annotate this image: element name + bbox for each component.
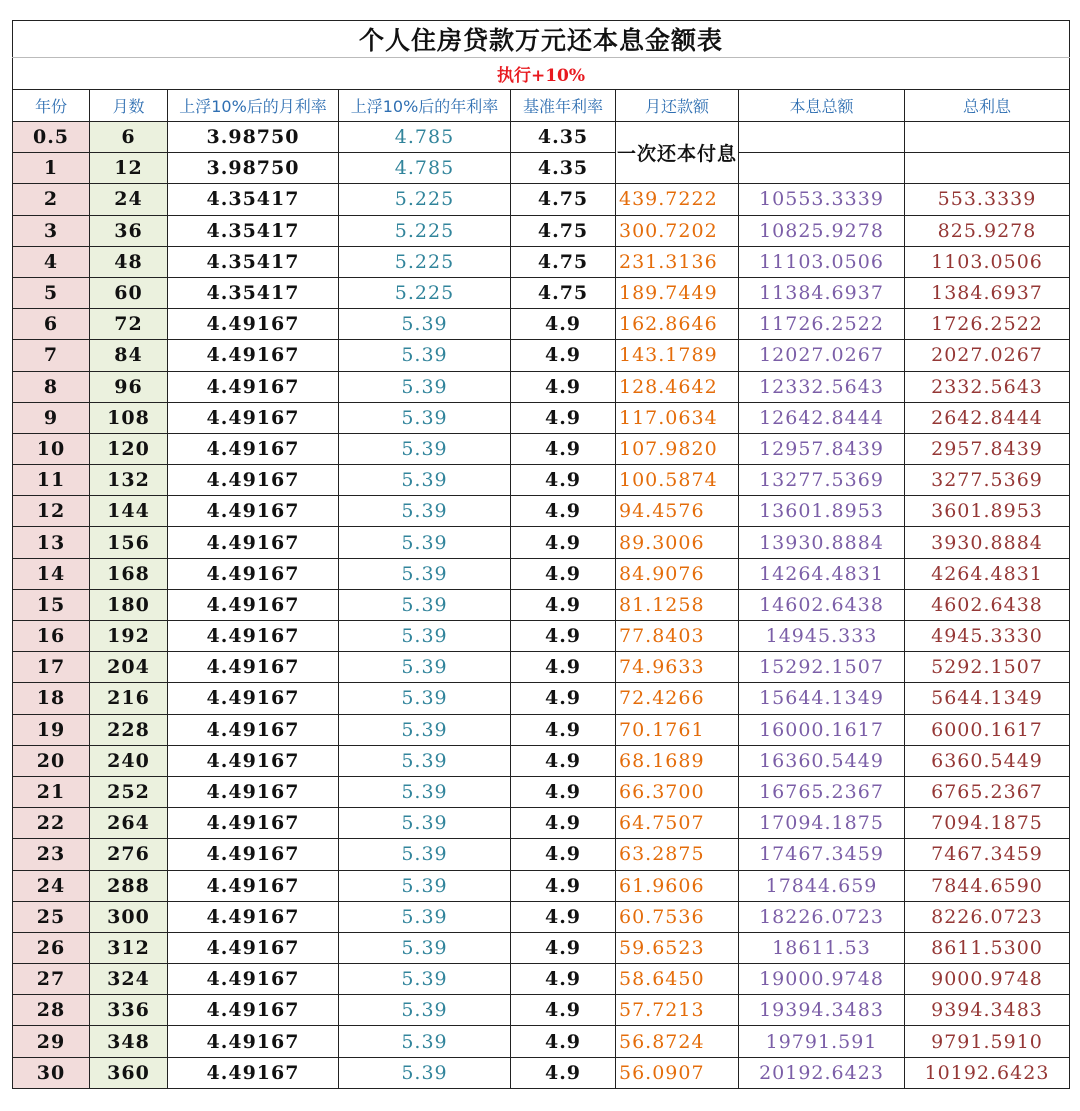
cell-base-rate: 4.9 bbox=[511, 652, 616, 683]
cell-interest: 7467.3459 bbox=[905, 839, 1070, 870]
table-row bbox=[13, 683, 1070, 714]
table-row bbox=[13, 153, 1070, 184]
cell-monthly-payment: 56.0907 bbox=[616, 1057, 739, 1088]
cell-base-rate: 4.75 bbox=[511, 277, 616, 308]
cell-year: 5 bbox=[13, 277, 90, 308]
cell-monthly-payment: 107.9820 bbox=[616, 433, 739, 464]
cell-total: 13930.8884 bbox=[739, 527, 905, 558]
cell-year: 29 bbox=[13, 1026, 90, 1057]
cell-base-rate: 4.9 bbox=[511, 870, 616, 901]
cell-annual-rate: 5.39 bbox=[339, 683, 511, 714]
cell-total: 10825.9278 bbox=[739, 215, 905, 246]
cell-annual-rate: 5.39 bbox=[339, 839, 511, 870]
cell-annual-rate: 5.39 bbox=[339, 870, 511, 901]
cell-year: 30 bbox=[13, 1057, 90, 1088]
cell-total: 15292.1507 bbox=[739, 652, 905, 683]
header-row bbox=[13, 90, 1070, 122]
table-row bbox=[13, 309, 1070, 340]
cell-total: 10553.3339 bbox=[739, 184, 905, 215]
cell-total: 11726.2522 bbox=[739, 309, 905, 340]
cell-monthly-payment: 61.9606 bbox=[616, 870, 739, 901]
cell-base-rate: 4.9 bbox=[511, 340, 616, 371]
cell-annual-rate: 5.39 bbox=[339, 964, 511, 995]
cell-months: 288 bbox=[90, 870, 168, 901]
header-base-rate: 基准年利率 bbox=[511, 90, 616, 122]
cell-monthly-payment: 300.7202 bbox=[616, 215, 739, 246]
cell-months: 336 bbox=[90, 995, 168, 1026]
cell-year: 1 bbox=[13, 153, 90, 184]
cell-months: 12 bbox=[90, 153, 168, 184]
cell-year: 11 bbox=[13, 465, 90, 496]
table-row bbox=[13, 340, 1070, 371]
table-row bbox=[13, 932, 1070, 963]
cell-months: 264 bbox=[90, 808, 168, 839]
cell-monthly-rate: 4.49167 bbox=[168, 433, 339, 464]
cell-base-rate: 4.9 bbox=[511, 901, 616, 932]
cell-interest: 9394.3483 bbox=[905, 995, 1070, 1026]
cell-interest: 1103.0506 bbox=[905, 246, 1070, 277]
header-months: 月数 bbox=[90, 90, 168, 122]
cell-months: 192 bbox=[90, 621, 168, 652]
cell-base-rate: 4.9 bbox=[511, 371, 616, 402]
cell-year: 15 bbox=[13, 589, 90, 620]
table-row bbox=[13, 839, 1070, 870]
cell-total: 14602.6438 bbox=[739, 589, 905, 620]
cell-annual-rate: 5.39 bbox=[339, 714, 511, 745]
cell-annual-rate: 5.225 bbox=[339, 246, 511, 277]
cell-base-rate: 4.9 bbox=[511, 995, 616, 1026]
cell-base-rate: 4.75 bbox=[511, 246, 616, 277]
cell-interest: 3930.8884 bbox=[905, 527, 1070, 558]
cell-total: 17094.1875 bbox=[739, 808, 905, 839]
cell-total: 16000.1617 bbox=[739, 714, 905, 745]
cell-annual-rate: 5.225 bbox=[339, 277, 511, 308]
cell-monthly-rate: 4.49167 bbox=[168, 465, 339, 496]
cell-annual-rate: 5.39 bbox=[339, 808, 511, 839]
table-row bbox=[13, 621, 1070, 652]
cell-base-rate: 4.9 bbox=[511, 932, 616, 963]
cell-year: 19 bbox=[13, 714, 90, 745]
cell-annual-rate: 4.785 bbox=[339, 122, 511, 153]
cell-interest: 1384.6937 bbox=[905, 277, 1070, 308]
table-row bbox=[13, 745, 1070, 776]
cell-months: 324 bbox=[90, 964, 168, 995]
cell-months: 120 bbox=[90, 433, 168, 464]
cell-monthly-rate: 4.49167 bbox=[168, 870, 339, 901]
cell-base-rate: 4.9 bbox=[511, 309, 616, 340]
cell-monthly-payment: 77.8403 bbox=[616, 621, 739, 652]
cell-monthly-rate: 4.49167 bbox=[168, 402, 339, 433]
cell-year: 26 bbox=[13, 932, 90, 963]
cell-total: 12957.8439 bbox=[739, 433, 905, 464]
cell-interest: 8611.5300 bbox=[905, 932, 1070, 963]
cell-months: 132 bbox=[90, 465, 168, 496]
cell-monthly-rate: 4.49167 bbox=[168, 496, 339, 527]
cell-monthly-payment: 94.4576 bbox=[616, 496, 739, 527]
cell-year: 10 bbox=[13, 433, 90, 464]
cell-monthly-rate: 4.49167 bbox=[168, 839, 339, 870]
cell-total: 11103.0506 bbox=[739, 246, 905, 277]
cell-interest: 5292.1507 bbox=[905, 652, 1070, 683]
cell-months: 300 bbox=[90, 901, 168, 932]
loan-table-container bbox=[12, 20, 1069, 1089]
table-row bbox=[13, 808, 1070, 839]
cell-annual-rate: 5.39 bbox=[339, 1026, 511, 1057]
cell-year: 2 bbox=[13, 184, 90, 215]
cell-months: 72 bbox=[90, 309, 168, 340]
cell-lump-sum-label: 一次还本付息 bbox=[616, 122, 739, 184]
cell-base-rate: 4.9 bbox=[511, 839, 616, 870]
cell-months: 48 bbox=[90, 246, 168, 277]
cell-total: 15644.1349 bbox=[739, 683, 905, 714]
cell-months: 216 bbox=[90, 683, 168, 714]
cell-total: 19000.9748 bbox=[739, 964, 905, 995]
cell-annual-rate: 5.39 bbox=[339, 402, 511, 433]
cell-total: 12642.8444 bbox=[739, 402, 905, 433]
cell-months: 360 bbox=[90, 1057, 168, 1088]
table-row bbox=[13, 496, 1070, 527]
cell-interest: 6765.2367 bbox=[905, 776, 1070, 807]
table-row bbox=[13, 527, 1070, 558]
cell-total: 13601.8953 bbox=[739, 496, 905, 527]
cell-monthly-rate: 4.49167 bbox=[168, 652, 339, 683]
cell-monthly-payment: 162.8646 bbox=[616, 309, 739, 340]
cell-year: 25 bbox=[13, 901, 90, 932]
cell-year: 16 bbox=[13, 621, 90, 652]
table-row bbox=[13, 558, 1070, 589]
cell-months: 84 bbox=[90, 340, 168, 371]
cell-monthly-payment: 84.9076 bbox=[616, 558, 739, 589]
table-row bbox=[13, 371, 1070, 402]
header-monthly-rate: 上浮10%后的月利率 bbox=[168, 90, 339, 122]
cell-interest: 1726.2522 bbox=[905, 309, 1070, 340]
table-row bbox=[13, 122, 1070, 153]
cell-months: 252 bbox=[90, 776, 168, 807]
cell-total: 17467.3459 bbox=[739, 839, 905, 870]
cell-year: 27 bbox=[13, 964, 90, 995]
cell-months: 96 bbox=[90, 371, 168, 402]
cell-monthly-payment: 60.7536 bbox=[616, 901, 739, 932]
cell-annual-rate: 5.39 bbox=[339, 558, 511, 589]
cell-base-rate: 4.9 bbox=[511, 558, 616, 589]
table-row bbox=[13, 652, 1070, 683]
cell-base-rate: 4.9 bbox=[511, 808, 616, 839]
cell-monthly-payment: 231.3136 bbox=[616, 246, 739, 277]
cell-monthly-payment: 74.9633 bbox=[616, 652, 739, 683]
cell-monthly-payment: 439.7222 bbox=[616, 184, 739, 215]
table-row bbox=[13, 465, 1070, 496]
cell-year: 24 bbox=[13, 870, 90, 901]
cell-base-rate: 4.9 bbox=[511, 589, 616, 620]
cell-monthly-rate: 4.49167 bbox=[168, 776, 339, 807]
cell-annual-rate: 5.39 bbox=[339, 465, 511, 496]
cell-monthly-payment: 89.3006 bbox=[616, 527, 739, 558]
cell-total: 14945.333 bbox=[739, 621, 905, 652]
cell-interest: 2332.5643 bbox=[905, 371, 1070, 402]
cell-monthly-rate: 4.49167 bbox=[168, 932, 339, 963]
cell-year: 14 bbox=[13, 558, 90, 589]
cell-year: 4 bbox=[13, 246, 90, 277]
loan-repayment-table bbox=[12, 20, 1070, 1089]
cell-annual-rate: 4.785 bbox=[339, 153, 511, 184]
cell-monthly-payment: 56.8724 bbox=[616, 1026, 739, 1057]
cell-year: 28 bbox=[13, 995, 90, 1026]
cell-monthly-rate: 4.49167 bbox=[168, 340, 339, 371]
cell-monthly-rate: 4.49167 bbox=[168, 621, 339, 652]
cell-annual-rate: 5.39 bbox=[339, 340, 511, 371]
cell-total: 12332.5643 bbox=[739, 371, 905, 402]
cell-monthly-rate: 4.35417 bbox=[168, 184, 339, 215]
cell-months: 276 bbox=[90, 839, 168, 870]
cell-year: 0.5 bbox=[13, 122, 90, 153]
cell-year: 20 bbox=[13, 745, 90, 776]
cell-interest bbox=[905, 153, 1070, 184]
cell-interest: 7844.6590 bbox=[905, 870, 1070, 901]
cell-interest: 8226.0723 bbox=[905, 901, 1070, 932]
cell-base-rate: 4.9 bbox=[511, 776, 616, 807]
cell-total: 11384.6937 bbox=[739, 277, 905, 308]
cell-monthly-rate: 4.35417 bbox=[168, 277, 339, 308]
cell-base-rate: 4.9 bbox=[511, 496, 616, 527]
cell-monthly-payment: 57.7213 bbox=[616, 995, 739, 1026]
cell-total bbox=[739, 122, 905, 153]
cell-months: 204 bbox=[90, 652, 168, 683]
cell-annual-rate: 5.39 bbox=[339, 745, 511, 776]
cell-base-rate: 4.9 bbox=[511, 433, 616, 464]
cell-interest: 6360.5449 bbox=[905, 745, 1070, 776]
cell-base-rate: 4.9 bbox=[511, 1026, 616, 1057]
cell-months: 24 bbox=[90, 184, 168, 215]
cell-monthly-payment: 72.4266 bbox=[616, 683, 739, 714]
cell-monthly-payment: 189.7449 bbox=[616, 277, 739, 308]
table-row bbox=[13, 277, 1070, 308]
cell-base-rate: 4.9 bbox=[511, 1057, 616, 1088]
cell-interest: 4945.3330 bbox=[905, 621, 1070, 652]
cell-monthly-rate: 4.49167 bbox=[168, 371, 339, 402]
cell-annual-rate: 5.225 bbox=[339, 184, 511, 215]
cell-interest: 10192.6423 bbox=[905, 1057, 1070, 1088]
cell-year: 13 bbox=[13, 527, 90, 558]
cell-year: 18 bbox=[13, 683, 90, 714]
cell-annual-rate: 5.39 bbox=[339, 527, 511, 558]
cell-interest: 2957.8439 bbox=[905, 433, 1070, 464]
cell-year: 9 bbox=[13, 402, 90, 433]
cell-year: 22 bbox=[13, 808, 90, 839]
cell-total bbox=[739, 153, 905, 184]
table-row bbox=[13, 964, 1070, 995]
cell-base-rate: 4.9 bbox=[511, 714, 616, 745]
table-row bbox=[13, 901, 1070, 932]
cell-annual-rate: 5.39 bbox=[339, 309, 511, 340]
table-row bbox=[13, 589, 1070, 620]
cell-monthly-rate: 4.49167 bbox=[168, 683, 339, 714]
cell-interest: 4264.4831 bbox=[905, 558, 1070, 589]
cell-months: 228 bbox=[90, 714, 168, 745]
cell-monthly-rate: 4.49167 bbox=[168, 527, 339, 558]
cell-months: 312 bbox=[90, 932, 168, 963]
cell-total: 18611.53 bbox=[739, 932, 905, 963]
cell-annual-rate: 5.225 bbox=[339, 215, 511, 246]
cell-interest: 6000.1617 bbox=[905, 714, 1070, 745]
cell-total: 19791.591 bbox=[739, 1026, 905, 1057]
cell-interest: 553.3339 bbox=[905, 184, 1070, 215]
cell-months: 60 bbox=[90, 277, 168, 308]
cell-monthly-rate: 4.49167 bbox=[168, 901, 339, 932]
cell-base-rate: 4.9 bbox=[511, 402, 616, 433]
cell-monthly-payment: 66.3700 bbox=[616, 776, 739, 807]
cell-months: 36 bbox=[90, 215, 168, 246]
cell-months: 6 bbox=[90, 122, 168, 153]
cell-year: 12 bbox=[13, 496, 90, 527]
cell-interest: 2642.8444 bbox=[905, 402, 1070, 433]
cell-interest: 4602.6438 bbox=[905, 589, 1070, 620]
table-title: 个人住房贷款万元还本息金额表 bbox=[13, 21, 1070, 58]
cell-monthly-payment: 100.5874 bbox=[616, 465, 739, 496]
cell-monthly-rate: 4.49167 bbox=[168, 745, 339, 776]
cell-monthly-rate: 4.49167 bbox=[168, 808, 339, 839]
cell-months: 168 bbox=[90, 558, 168, 589]
cell-annual-rate: 5.39 bbox=[339, 371, 511, 402]
cell-interest: 825.9278 bbox=[905, 215, 1070, 246]
cell-monthly-payment: 58.6450 bbox=[616, 964, 739, 995]
table-body bbox=[13, 122, 1070, 1089]
cell-interest bbox=[905, 122, 1070, 153]
cell-monthly-payment: 143.1789 bbox=[616, 340, 739, 371]
cell-total: 14264.4831 bbox=[739, 558, 905, 589]
table-row bbox=[13, 433, 1070, 464]
cell-monthly-payment: 63.2875 bbox=[616, 839, 739, 870]
cell-total: 20192.6423 bbox=[739, 1057, 905, 1088]
cell-months: 348 bbox=[90, 1026, 168, 1057]
cell-monthly-rate: 4.49167 bbox=[168, 309, 339, 340]
cell-annual-rate: 5.39 bbox=[339, 621, 511, 652]
cell-monthly-rate: 4.49167 bbox=[168, 995, 339, 1026]
cell-months: 180 bbox=[90, 589, 168, 620]
cell-monthly-payment: 68.1689 bbox=[616, 745, 739, 776]
cell-base-rate: 4.9 bbox=[511, 621, 616, 652]
cell-base-rate: 4.75 bbox=[511, 184, 616, 215]
cell-monthly-payment: 81.1258 bbox=[616, 589, 739, 620]
cell-year: 7 bbox=[13, 340, 90, 371]
cell-monthly-payment: 70.1761 bbox=[616, 714, 739, 745]
cell-months: 156 bbox=[90, 527, 168, 558]
cell-monthly-rate: 4.49167 bbox=[168, 964, 339, 995]
cell-year: 23 bbox=[13, 839, 90, 870]
cell-year: 21 bbox=[13, 776, 90, 807]
cell-base-rate: 4.9 bbox=[511, 964, 616, 995]
cell-total: 16360.5449 bbox=[739, 745, 905, 776]
cell-monthly-rate: 4.49167 bbox=[168, 558, 339, 589]
table-row bbox=[13, 402, 1070, 433]
cell-monthly-payment: 117.0634 bbox=[616, 402, 739, 433]
cell-year: 17 bbox=[13, 652, 90, 683]
cell-monthly-payment: 128.4642 bbox=[616, 371, 739, 402]
table-row bbox=[13, 776, 1070, 807]
cell-year: 8 bbox=[13, 371, 90, 402]
cell-monthly-rate: 4.49167 bbox=[168, 589, 339, 620]
cell-annual-rate: 5.39 bbox=[339, 496, 511, 527]
table-row bbox=[13, 995, 1070, 1026]
table-subtitle: 执行+10% bbox=[13, 58, 1070, 90]
cell-base-rate: 4.9 bbox=[511, 527, 616, 558]
table-row bbox=[13, 215, 1070, 246]
header-total: 本息总额 bbox=[739, 90, 905, 122]
cell-interest: 2027.0267 bbox=[905, 340, 1070, 371]
cell-annual-rate: 5.39 bbox=[339, 901, 511, 932]
cell-monthly-rate: 4.49167 bbox=[168, 1026, 339, 1057]
table-row bbox=[13, 1026, 1070, 1057]
cell-annual-rate: 5.39 bbox=[339, 776, 511, 807]
cell-total: 13277.5369 bbox=[739, 465, 905, 496]
cell-base-rate: 4.9 bbox=[511, 683, 616, 714]
cell-monthly-rate: 4.35417 bbox=[168, 246, 339, 277]
cell-total: 17844.659 bbox=[739, 870, 905, 901]
cell-interest: 3277.5369 bbox=[905, 465, 1070, 496]
cell-monthly-rate: 3.98750 bbox=[168, 153, 339, 184]
cell-year: 3 bbox=[13, 215, 90, 246]
cell-monthly-rate: 3.98750 bbox=[168, 122, 339, 153]
cell-annual-rate: 5.39 bbox=[339, 652, 511, 683]
cell-year: 6 bbox=[13, 309, 90, 340]
header-monthly-payment: 月还款额 bbox=[616, 90, 739, 122]
cell-interest: 5644.1349 bbox=[905, 683, 1070, 714]
cell-interest: 7094.1875 bbox=[905, 808, 1070, 839]
cell-interest: 3601.8953 bbox=[905, 496, 1070, 527]
header-year: 年份 bbox=[13, 90, 90, 122]
cell-monthly-payment: 59.6523 bbox=[616, 932, 739, 963]
cell-monthly-rate: 4.35417 bbox=[168, 215, 339, 246]
cell-monthly-payment: 64.7507 bbox=[616, 808, 739, 839]
cell-annual-rate: 5.39 bbox=[339, 932, 511, 963]
cell-annual-rate: 5.39 bbox=[339, 433, 511, 464]
cell-months: 108 bbox=[90, 402, 168, 433]
cell-annual-rate: 5.39 bbox=[339, 589, 511, 620]
cell-base-rate: 4.75 bbox=[511, 215, 616, 246]
cell-months: 144 bbox=[90, 496, 168, 527]
header-annual-rate: 上浮10%后的年利率 bbox=[339, 90, 511, 122]
cell-monthly-rate: 4.49167 bbox=[168, 1057, 339, 1088]
table-row bbox=[13, 1057, 1070, 1088]
cell-base-rate: 4.35 bbox=[511, 153, 616, 184]
table-row bbox=[13, 184, 1070, 215]
cell-total: 18226.0723 bbox=[739, 901, 905, 932]
cell-base-rate: 4.35 bbox=[511, 122, 616, 153]
cell-annual-rate: 5.39 bbox=[339, 1057, 511, 1088]
table-row bbox=[13, 246, 1070, 277]
table-row bbox=[13, 714, 1070, 745]
cell-total: 16765.2367 bbox=[739, 776, 905, 807]
cell-interest: 9000.9748 bbox=[905, 964, 1070, 995]
table-row bbox=[13, 870, 1070, 901]
cell-monthly-rate: 4.49167 bbox=[168, 714, 339, 745]
cell-total: 19394.3483 bbox=[739, 995, 905, 1026]
cell-interest: 9791.5910 bbox=[905, 1026, 1070, 1057]
cell-base-rate: 4.9 bbox=[511, 465, 616, 496]
cell-total: 12027.0267 bbox=[739, 340, 905, 371]
cell-base-rate: 4.9 bbox=[511, 745, 616, 776]
cell-months: 240 bbox=[90, 745, 168, 776]
cell-annual-rate: 5.39 bbox=[339, 995, 511, 1026]
header-interest: 总利息 bbox=[905, 90, 1070, 122]
